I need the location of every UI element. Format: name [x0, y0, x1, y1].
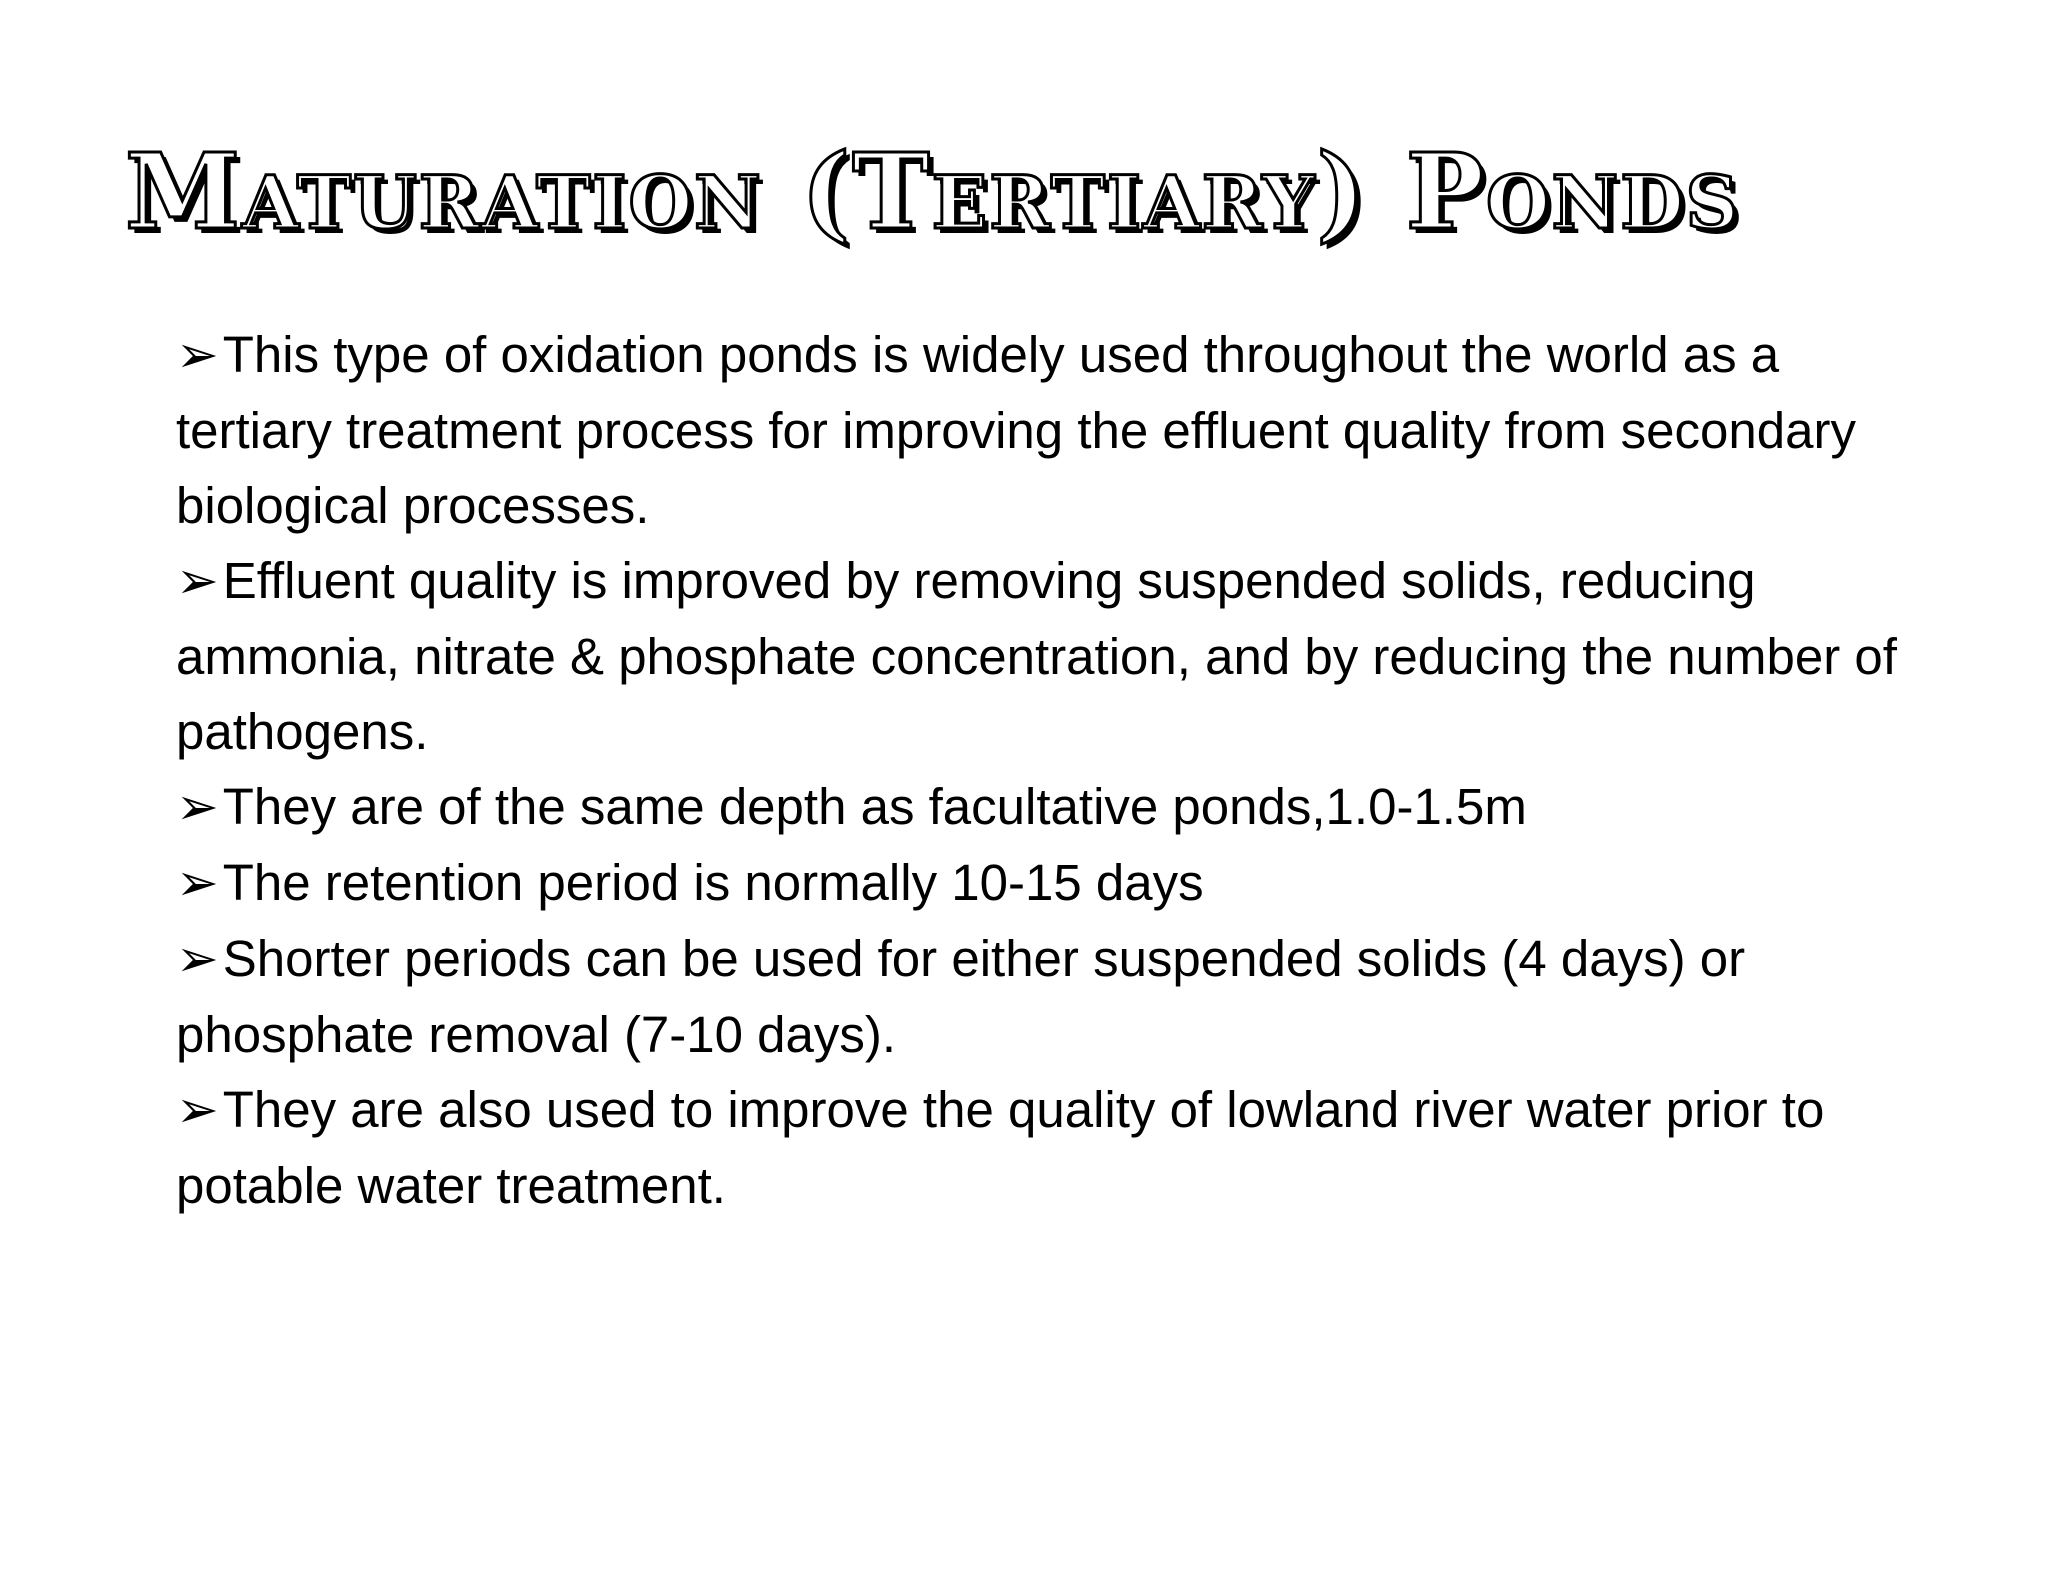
bullet-item — [176, 845, 1921, 921]
bullet-item — [176, 921, 1921, 1072]
bullet-item — [176, 543, 1921, 769]
bullet-text: They are of the same depth as facultative ponds,1.0-1.5m — [222, 778, 1527, 835]
bullet-item — [176, 769, 1921, 845]
bullet-text: Effluent quality is improved by removing suspended solids, reducing ammonia, nitrate & phosphate concentration, and by reducing the number of pathogens. — [176, 552, 1897, 760]
arrowhead-bullet-icon: ➢ — [176, 1081, 219, 1140]
arrowhead-bullet-icon: ➢ — [176, 854, 219, 913]
bullet-item — [176, 317, 1921, 543]
bullet-item — [176, 1072, 1921, 1223]
slide-title: Maturation (Tertiary) Ponds — [125, 130, 1741, 253]
bullet-text: They are also used to improve the quality of lowland river water prior to potable water treatment. — [176, 1081, 1825, 1214]
arrowhead-bullet-icon: ➢ — [176, 778, 219, 837]
arrowhead-bullet-icon: ➢ — [176, 326, 219, 385]
bullet-text: Shorter periods can be used for either suspended solids (4 days) or phosphate removal (7-10 days). — [176, 930, 1746, 1063]
arrowhead-bullet-icon: ➢ — [176, 930, 219, 989]
bullet-list — [176, 317, 1921, 1223]
arrowhead-bullet-icon: ➢ — [176, 552, 219, 611]
bullet-text: The retention period is normally 10-15 days — [222, 854, 1204, 911]
bullet-text: This type of oxidation ponds is widely used throughout the world as a tertiary treatment process for improving the effluent quality from secondary biological processes. — [176, 326, 1856, 534]
